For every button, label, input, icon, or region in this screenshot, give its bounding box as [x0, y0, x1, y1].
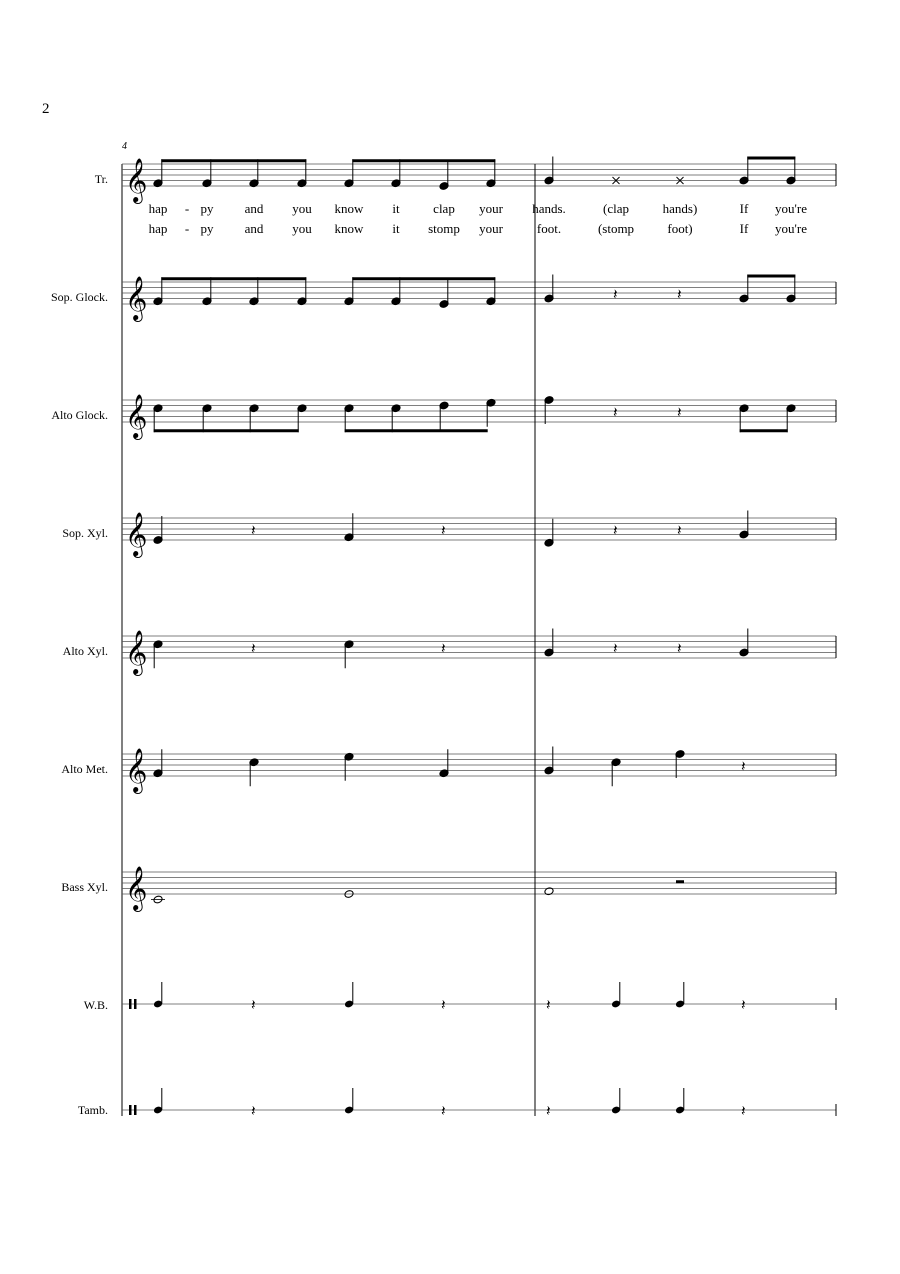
instrument-label-alto-glockenspiel: Alto Glock.: [51, 408, 108, 422]
lyric-hyphen: -: [184, 221, 190, 236]
percussion-clef-icon: [129, 1105, 132, 1115]
lyric-syllable: (stomp: [597, 221, 635, 236]
beam: [747, 275, 795, 278]
lyric-syllable: know: [334, 221, 364, 236]
quarter-rest-icon: 𝄽: [251, 996, 256, 1014]
beam: [747, 157, 795, 160]
quarter-rest-icon: 𝄽: [441, 996, 446, 1014]
quarter-rest-icon: 𝄽: [613, 639, 618, 658]
lyric-syllable: foot): [667, 221, 693, 236]
quarter-rest-icon: 𝄽: [441, 521, 446, 540]
measure-number: 4: [122, 141, 127, 152]
quarter-rest-icon: 𝄽: [741, 757, 746, 776]
percussion-clef-icon: [129, 999, 132, 1009]
lyric-syllable: know: [334, 201, 364, 216]
quarter-rest-icon: 𝄽: [741, 996, 746, 1014]
treble-clef-icon: 𝄞: [125, 630, 148, 674]
note-head: [544, 887, 554, 896]
beam: [345, 429, 488, 432]
quarter-rest-icon: 𝄽: [251, 521, 256, 540]
lyric-hyphen: -: [184, 201, 190, 216]
lyric-syllable: it: [392, 201, 400, 216]
beam: [154, 429, 299, 432]
beam: [352, 159, 495, 162]
quarter-rest-icon: 𝄽: [741, 1102, 746, 1120]
lyric-syllable: py: [200, 221, 214, 236]
instrument-label-alto-metallophone: Alto Met.: [61, 762, 108, 776]
instrument-label-soprano-xylophone: Sop. Xyl.: [62, 526, 108, 540]
quarter-rest-icon: 𝄽: [251, 639, 256, 658]
lyric-syllable: (clap: [603, 201, 629, 216]
lyric-syllable: you're: [775, 201, 807, 216]
quarter-rest-icon: 𝄽: [677, 521, 682, 540]
lyric-syllable: hap: [148, 221, 168, 236]
lyric-syllable: hands.: [532, 201, 566, 216]
quarter-rest-icon: 𝄽: [677, 403, 682, 422]
page-number: 2: [42, 101, 50, 117]
quarter-rest-icon: 𝄽: [613, 285, 618, 304]
lyric-syllable: If: [739, 221, 749, 236]
treble-clef-icon: 𝄞: [125, 748, 148, 792]
beam: [740, 429, 788, 432]
lyric-syllable: you: [292, 201, 312, 216]
quarter-rest-icon: 𝄽: [613, 403, 618, 422]
lyric-syllable: hap: [148, 201, 168, 216]
instrument-label-trumpet: Tr.: [94, 172, 108, 186]
lyric-syllable: py: [200, 201, 214, 216]
quarter-rest-icon: 𝄽: [613, 521, 618, 540]
percussion-clef-icon: [134, 1105, 137, 1115]
instrument-label-tambourine: Tamb.: [77, 1103, 108, 1117]
instrument-label-soprano-glockenspiel: Sop. Glock.: [51, 290, 108, 304]
beam: [161, 159, 306, 162]
treble-clef-icon: 𝄞: [125, 866, 148, 910]
lyric-syllable: hands): [662, 201, 698, 216]
percussion-clef-icon: [134, 999, 137, 1009]
treble-clef-icon: 𝄞: [125, 394, 148, 438]
quarter-rest-icon: 𝄽: [441, 1102, 446, 1120]
quarter-rest-icon: 𝄽: [546, 1102, 551, 1120]
lyric-syllable: your: [479, 201, 503, 216]
quarter-rest-icon: 𝄽: [441, 639, 446, 658]
half-rest-icon: [676, 880, 684, 883]
beam: [352, 277, 495, 280]
quarter-rest-icon: 𝄽: [677, 639, 682, 658]
treble-clef-icon: 𝄞: [125, 158, 148, 202]
instrument-label-wood-block: W.B.: [83, 998, 108, 1012]
instrument-label-alto-xylophone: Alto Xyl.: [62, 644, 108, 658]
treble-clef-icon: 𝄞: [125, 512, 148, 556]
instrument-label-bass-xylophone: Bass Xyl.: [61, 880, 108, 894]
lyric-syllable: it: [392, 221, 400, 236]
quarter-rest-icon: 𝄽: [546, 996, 551, 1014]
lyric-syllable: your: [479, 221, 503, 236]
quarter-rest-icon: 𝄽: [677, 285, 682, 304]
beam: [161, 277, 306, 280]
lyric-syllable: you: [292, 221, 312, 236]
lyric-syllable: clap: [433, 201, 455, 216]
lyric-syllable: stomp: [428, 221, 460, 236]
lyric-syllable: If: [739, 201, 749, 216]
lyric-syllable: and: [244, 201, 264, 216]
treble-clef-icon: 𝄞: [125, 276, 148, 320]
lyric-syllable: foot.: [536, 221, 562, 236]
lyric-syllable: you're: [775, 221, 807, 236]
lyric-syllable: and: [244, 221, 264, 236]
quarter-rest-icon: 𝄽: [251, 1102, 256, 1120]
